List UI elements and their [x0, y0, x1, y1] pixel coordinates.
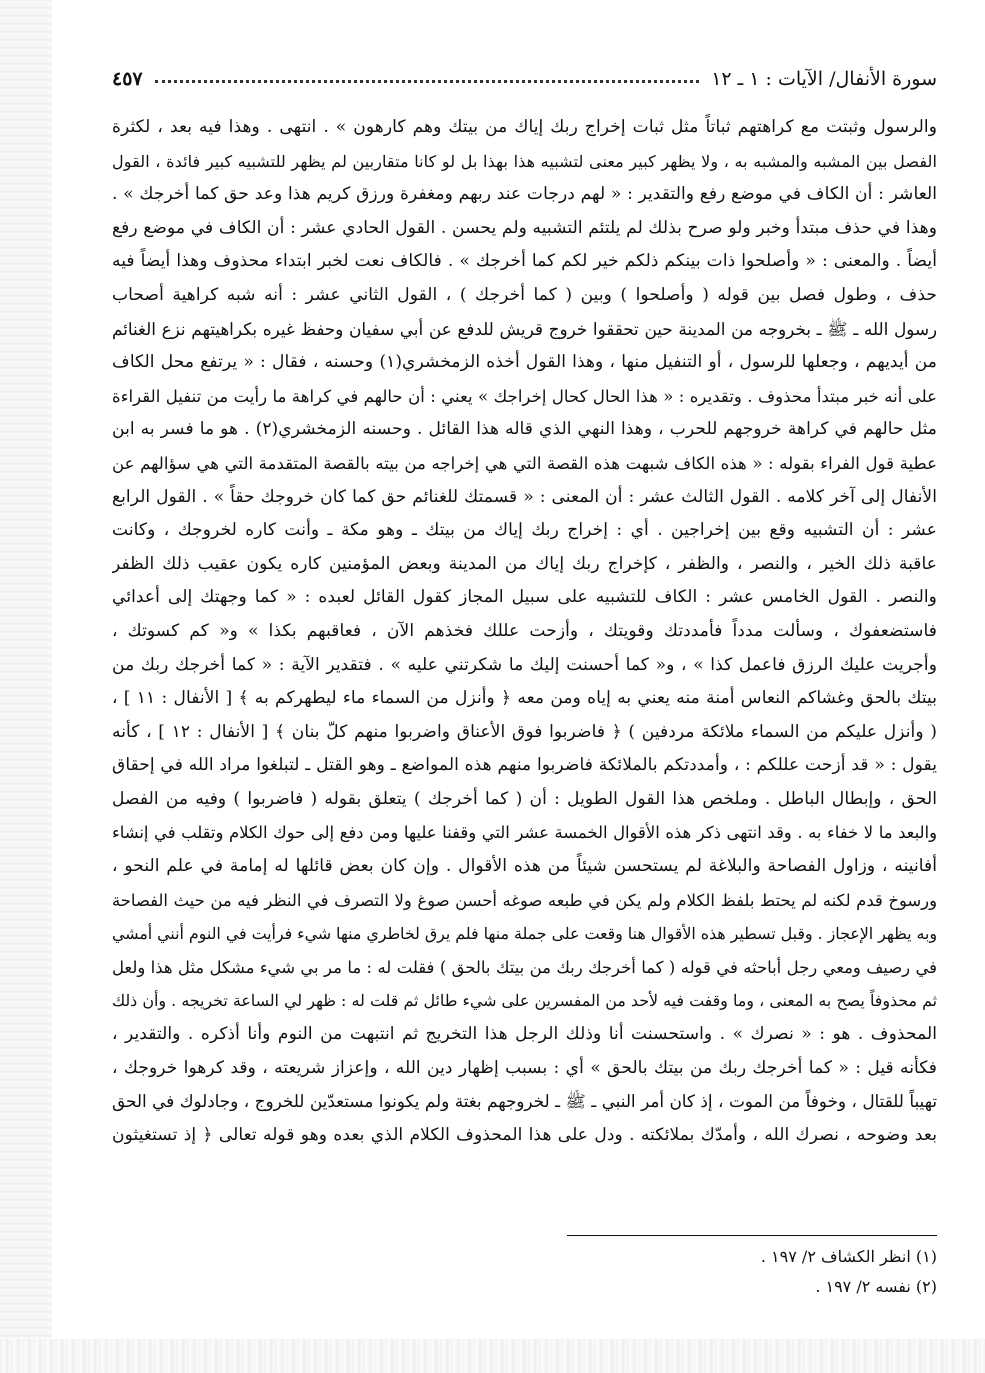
text-line: ( وأنزل عليكم من السماء ملائكة مردفين ) ﴿ فاضربوا فوق الأعناق واضربوا منهم كلّ بنان ﴾ [ الأنفال : ١٢ ] ، كأنه: [112, 721, 937, 742]
scan-edge-left: [0, 0, 52, 1373]
text-line: على أنه خبر مبتدأ محذوف . وتقديره : « هذا الحال كحال إخراجك » يعني : أن حالهم في كراهة ما رأيت من تنفيل القراءة: [112, 386, 937, 406]
text-line: أيضاً . والمعنى : « وأصلحوا ذات بينكم ذلكم خير لكم كما أخرجك » . فالكاف نعت لخبر ابتداء محذوف وهذا أيضاً فيه: [112, 251, 937, 272]
text-line: تهيباً للقتال ، وخوفاً من الموت ، إذ كان أمر النبي ـ ﷺ ـ لخروجهم بغتة ولم يكونوا مستعدّين للخروج ، وجادلوك في الحق: [112, 1091, 937, 1112]
footnote-separator: [567, 1235, 937, 1236]
footnote-item: (٢) نفسه ٢/ ١٩٧ .: [815, 1277, 937, 1296]
text-line: فاستضعفوك ، وسألت مدداً فأمددتك وقويتك ، وأزحت عللك فخذهم الآن ، فعاقبهم بكذا » و« كم كسوتك ،: [112, 620, 937, 641]
text-line: عطية قول الفراء بقوله : « هذه الكاف شبهت هذه القصة التي هي إخراجه من بيته بالقصة المتقدمة التي هي سؤالهم عن: [112, 453, 937, 473]
text-line: المحذوف . هو : « نصرك » . واستحسنت أنا وذلك الرجل هذا التخريج ثم انتبهت من النوم وأنا أذكره . والتقدير ،: [112, 1024, 937, 1045]
header-dotted-leader: [155, 80, 700, 83]
footnotes: [112, 1242, 937, 1302]
running-title: سورة الأنفال/ الآيات : ١ ـ ١٢: [711, 68, 937, 90]
text-line: عاقبة ذلك الخير ، والنصر ، والظفر ، كإخراج ربك إياك من المدينة وبعض المؤمنين كاره يكون عقيب ذلك الظفر: [112, 553, 937, 574]
text-line: والبعد ما لا خفاء به . وقد انتهى ذكر هذه الأقوال الخمسة عشر التي وقفنا عليها ومن دفع إلى حوك الكلام وتقلب في إنشاء: [112, 823, 937, 843]
text-line: بيتك بالحق وغشاكم النعاس أمنة منه يعني به إياه ومن معه ﴿ وأنزل من السماء ماء ليطهركم به ﴾ [ الأنفال : ١١ ] ،: [112, 688, 937, 709]
text-line: حذف ، وطول فصل بين قوله ( وأصلحوا ) وبين ( كما أخرجك ) ، القول الثاني عشر : أنه شبه كراهية أصحاب: [112, 284, 937, 305]
text-line: بعد وضوحه ، نصرك الله ، وأمدّك بملائكته . ودل على هذا المحذوف الكلام الذي بعده وهو قوله تعالى ﴿ إذ تستغيثون: [112, 1124, 937, 1145]
text-line: رسول الله ـ ﷺ ـ بخروجه من المدينة حين تحققوا خروج قريش للدفع عن أبي سفيان وحفظ غيره بكراهيتهم نزع الغنائم: [112, 318, 937, 339]
text-line: الحق ، وإبطال الباطل . وملخص هذا القول الطويل : أن ( كما أخرجك ) يتعلق بقوله ( فاضربوا ) وفيه من الفصل: [112, 788, 937, 809]
text-line: وبه يظهر الإعجاز . وقبل تسطير هذه الأقوال هنا وقعت على جملة منها فلم يرق لخاطري منها شيء فرأيت في النوم أنني أمشي: [112, 924, 937, 944]
text-line: الأنفال إلى آخر كلامه . القول الثالث عشر : أن المعنى : « قسمتك للغنائم حق كما كان خروجك حقاً » . القول الرابع: [112, 486, 937, 507]
text-line: مثل حالهم في كراهة خروجهم للحرب ، وهذا النهي الذي قاله هذا القائل . وحسنه الزمخشري(٢) . هو ما فسر به ابن: [112, 419, 937, 440]
text-line: ورسوخ قدم لكنه لم يحتط بلفظ الكلام ولم يكن في طبعه صوغه أحسن صوغ ولا التصرف في النظر فيه من حيث الفصاحة: [112, 890, 937, 910]
main-text: [112, 111, 937, 1152]
text-line: من أيديهم ، وجعلها للرسول ، أو التنفيل منها ، وهذا القول أخذه الزمخشري(١) وحسنه ، فقال : « يرتفع محل الكاف: [112, 352, 937, 373]
text-line: يقول : « قد أزحت عللكم : ، وأمددتكم بالملائكة فاضربوا منهم هذه المواضع ـ وهو القتل ـ لتبلغوا مراد الله في إحقاق: [112, 755, 937, 776]
text-line: وأجريت عليك الرزق فاعمل كذا » ، و« كما أحسنت إليك ما شكرتني عليه » . فتقدير الآية : « كما أخرجك ربك من: [112, 654, 937, 675]
scan-edge-bottom: [0, 1339, 985, 1373]
text-line: عشر : أن التشبيه وقع بين إخراجين . أي : إخراج ربك إياك من بيتك ـ وهو مكة ـ وأنت كاره لخروجك ، وكانت: [112, 520, 937, 541]
text-line: فكأنه قيل : « كما أخرجك ربك من بيتك بالحق » أي : بسبب إظهار دين الله ، وإعزاز شريعته ، وقد كرهوا خروجك ،: [112, 1057, 937, 1078]
text-line: الفصل بين المشبه والمشبه به ، ولا يظهر كبير معنى لتشبيه هذا بهذا بل لو كانا متقاربين لم يظهر للتشبيه كبير فائدة ، القول: [112, 151, 937, 171]
text-line: والرسول وثبتت مع كراهتهم ثباتاً مثل ثبات إخراج ربك إياك من بيتك وهم كارهون » . انتهى . وهذا فيه بعد ، لكثرة: [112, 117, 937, 137]
page-header: [112, 64, 937, 94]
text-line: في رصيف ومعي رجل أباحثه في قوله ( كما أخرجك ربك من بيتك بالحق ) فقلت له : ما مر بي شيء مشكل مثل هذا ولعل: [112, 957, 937, 977]
text-line: وهذا في حذف مبتدأ وخبر ولو صرح بذلك لم يلتئم التشبيه ولم يحسن . القول الحادي عشر : أن الكاف في موضع رفع: [112, 217, 937, 238]
footnote-item: (١) انظر الكشاف ٢/ ١٩٧ .: [760, 1247, 937, 1266]
page-number: ٤٥٧: [112, 68, 143, 90]
text-line: ثم محذوفاً يصح به المعنى ، وما وقفت فيه لأحد من المفسرين على شيء طائل ثم قلت له : ظهر لي الساعة تخريجه . وأن ذلك: [112, 991, 937, 1011]
text-line: العاشر : أن الكاف في موضع رفع والتقدير : « لهم درجات عند ربهم ومغفرة ورزق كريم هذا وعد حق كما أخرجك » .: [112, 184, 937, 205]
text-line: والنصر . القول الخامس عشر : الكاف للتشبيه على سبيل المجاز كقول القائل لعبده : « كما وجهتك إلى أعدائي: [112, 587, 937, 608]
text-line: أفانينه ، وزاول الفصاحة والبلاغة لم يستحسن شيئاً من هذه الأقوال . وإن كان بعض قائلها له إمامة في علم النحو ،: [112, 856, 937, 877]
